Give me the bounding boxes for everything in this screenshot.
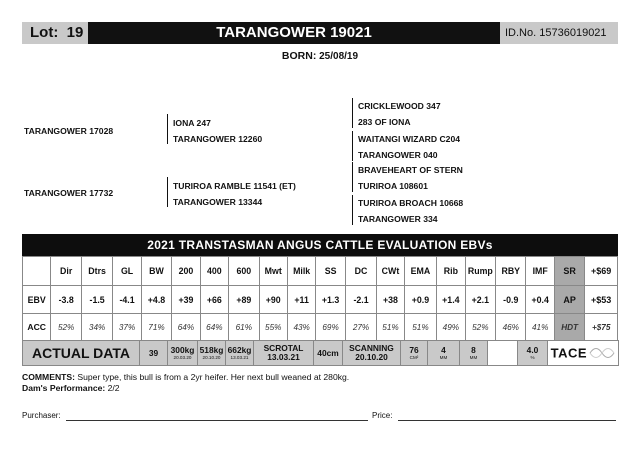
ebv-header-cell: IMF	[526, 257, 554, 286]
acc-value-cell: 41%	[526, 314, 554, 341]
ebv-title-bar: 2021 TRANSTASMAN ANGUS CATTLE EVALUATION EBVs	[22, 234, 618, 256]
pedigree-ds-dam: TURIROA 108601	[358, 181, 428, 191]
pedigree-dam-dam: TARANGOWER 13344	[173, 197, 263, 207]
ebv-header-cell: Mwt	[259, 257, 287, 286]
ema-value: 76	[409, 344, 419, 355]
acc-value-cell: 64%	[172, 314, 200, 341]
lot-box	[22, 22, 88, 44]
ebv-header-cell: DC	[345, 257, 376, 286]
ebv-header-cell: Milk	[287, 257, 315, 286]
ebv-header-cell: 200	[172, 257, 200, 286]
rib-unit: MM	[439, 354, 448, 360]
dna-helix-icon	[589, 347, 615, 359]
lot-label: Lot:	[30, 24, 59, 41]
ebv-value-cell: +0.4	[526, 286, 554, 314]
ebv-corner-cell	[23, 257, 51, 286]
ebv-header-cell: Rump	[465, 257, 495, 286]
ebv-header-cell: EMA	[404, 257, 436, 286]
ebv-header-cell: RBY	[496, 257, 526, 286]
pedigree-ss-dam: 283 OF IONA	[358, 117, 411, 127]
index-value-ap: +$53	[585, 286, 618, 314]
scrotal-label: SCROTAL	[263, 343, 304, 353]
actual-400-date: 20.10.20	[202, 354, 221, 360]
actual-data-label: ACTUAL DATA	[23, 341, 140, 366]
index-value-hdt: +$75	[585, 314, 618, 341]
dam-performance-label: Dam's Performance:	[22, 383, 106, 393]
ebv-value-cell: -0.9	[496, 286, 526, 314]
ebv-header-cell: 400	[200, 257, 228, 286]
acc-value-cell: 64%	[200, 314, 228, 341]
animal-name: TARANGOWER 19021	[88, 22, 500, 44]
pedigree-sd-dam: TARANGOWER 040	[358, 150, 438, 160]
ebv-header-cell: SS	[316, 257, 345, 286]
rump-value: 8	[471, 344, 476, 355]
pedigree-connector	[352, 131, 353, 161]
lot-number: 19	[66, 24, 84, 41]
rump-unit: MM	[469, 354, 478, 360]
actual-rump	[460, 341, 488, 366]
ebv-value-cell: -2.1	[345, 286, 376, 314]
actual-400-weight	[198, 341, 226, 366]
ebv-header-cell: GL	[113, 257, 141, 286]
imf-value: 4.0	[526, 344, 539, 355]
actual-data-row	[22, 340, 619, 366]
acc-value-row	[23, 314, 618, 341]
acc-value-cell: 46%	[496, 314, 526, 341]
pedigree-sire-sire: IONA 247	[173, 118, 211, 128]
acc-value-cell: 52%	[465, 314, 495, 341]
acc-value-cell: 55%	[259, 314, 287, 341]
acc-value-cell: 69%	[316, 314, 345, 341]
ebv-value-row	[23, 286, 618, 314]
actual-bw: 39	[140, 341, 168, 366]
pedigree-dam: TARANGOWER 17732	[24, 188, 114, 198]
ebv-value-cell: -4.1	[113, 286, 141, 314]
pedigree-ds-sire: BRAVEHEART OF STERN	[358, 165, 463, 175]
ebv-header-cell: Dtrs	[81, 257, 112, 286]
tace-logo	[548, 341, 619, 366]
acc-value-cell: 37%	[113, 314, 141, 341]
comments-block	[22, 372, 349, 394]
born-label: BORN:	[281, 50, 317, 62]
acc-value-cell: 49%	[437, 314, 465, 341]
actual-400-value: 518kg	[199, 344, 224, 355]
actual-imf	[518, 341, 548, 366]
ebv-value-cell: +89	[229, 286, 259, 314]
index-name-ap: AP	[554, 286, 584, 314]
pedigree-sd-sire: WAITANGI WIZARD C204	[358, 134, 461, 144]
comments-label: COMMENTS:	[22, 372, 75, 382]
ebv-value-cell: +1.4	[437, 286, 465, 314]
purchaser-line	[66, 420, 368, 421]
dam-performance-value: 2/2	[107, 383, 120, 393]
ebv-table	[22, 256, 618, 341]
pedigree-dam-sire: TURIROA RAMBLE 11541 (ET)	[173, 181, 296, 191]
ebv-value-cell: +1.3	[316, 286, 345, 314]
ebv-value-cell: -3.8	[51, 286, 81, 314]
scanning-date: 20.10.20	[355, 352, 388, 362]
acc-value-cell: 34%	[81, 314, 112, 341]
actual-scrotal	[254, 341, 314, 366]
actual-ema	[401, 341, 428, 366]
pedigree-connector	[167, 177, 168, 207]
pedigree-connector	[352, 162, 353, 192]
acc-value-cell: 51%	[377, 314, 404, 341]
actual-scrotal-value: 40cm	[314, 341, 343, 366]
pedigree-ss-sire: CRICKLEWOOD 347	[358, 101, 441, 111]
born-line	[0, 50, 640, 62]
scanning-label: SCANNING	[349, 343, 394, 353]
comments-text: Super type, this bull is from a 2yr heifer. Her next bull weaned at 280kg.	[77, 372, 350, 382]
rib-value: 4	[441, 344, 446, 355]
id-box	[500, 22, 618, 44]
ebv-header-row	[23, 257, 618, 286]
ebv-row-label: EBV	[23, 286, 51, 314]
acc-row-label: ACC	[23, 314, 51, 341]
id-number: 15736019021	[539, 27, 607, 39]
ebv-value-cell: +4.8	[141, 286, 171, 314]
ebv-value-cell: -1.5	[81, 286, 112, 314]
pedigree-connector	[352, 98, 353, 128]
pedigree-dd-sire: TURIROA BROACH 10668	[358, 198, 464, 208]
ebv-value-cell: +2.1	[465, 286, 495, 314]
actual-scanning	[343, 341, 401, 366]
born-date: 25/08/19	[319, 51, 359, 62]
actual-200-value: 300kg	[170, 344, 195, 355]
ebv-header-cell: CWt	[377, 257, 404, 286]
actual-rib	[428, 341, 460, 366]
actual-rby-empty	[488, 341, 518, 366]
ebv-value-cell: +38	[377, 286, 404, 314]
actual-600-date: 13.03.21	[230, 354, 249, 360]
ebv-value-cell: +90	[259, 286, 287, 314]
acc-value-cell: 27%	[345, 314, 376, 341]
dam-performance-line	[22, 383, 349, 394]
pedigree-connector	[352, 195, 353, 225]
comments-line	[22, 372, 349, 383]
ema-unit: CM²	[409, 354, 419, 360]
scrotal-date: 13.03.21	[267, 352, 300, 362]
ebv-value-cell: +11	[287, 286, 315, 314]
ebv-header-cell: 600	[229, 257, 259, 286]
ebv-value-cell: +66	[200, 286, 228, 314]
ebv-header-cell: BW	[141, 257, 171, 286]
index-name-sr: SR	[554, 257, 584, 286]
lot-header-bar	[22, 22, 618, 44]
actual-600-value: 662kg	[227, 344, 252, 355]
acc-value-cell: 51%	[404, 314, 436, 341]
actual-600-weight	[226, 341, 254, 366]
pedigree-dd-dam: TARANGOWER 334	[358, 214, 438, 224]
ebv-value-cell: +39	[172, 286, 200, 314]
id-label: ID.No.	[505, 27, 537, 39]
index-value-sr: +$69	[585, 257, 618, 286]
acc-value-cell: 61%	[229, 314, 259, 341]
acc-value-cell: 52%	[51, 314, 81, 341]
imf-unit: %	[530, 354, 535, 360]
pedigree-sire-dam: TARANGOWER 12260	[173, 134, 263, 144]
actual-200-weight	[168, 341, 198, 366]
pedigree-connector	[167, 114, 168, 144]
price-label: Price:	[372, 411, 393, 420]
purchaser-label: Purchaser:	[22, 411, 61, 420]
actual-200-date: 20.03.20	[173, 354, 192, 360]
acc-value-cell: 71%	[141, 314, 171, 341]
index-name-hdt: HDT	[554, 314, 584, 341]
acc-value-cell: 43%	[287, 314, 315, 341]
price-line	[398, 420, 616, 421]
ebv-header-cell: Rib	[437, 257, 465, 286]
tace-logo-text: TACE	[550, 345, 588, 361]
ebv-header-cell: Dir	[51, 257, 81, 286]
ebv-value-cell: +0.9	[404, 286, 436, 314]
pedigree-sire: TARANGOWER 17028	[24, 126, 114, 136]
